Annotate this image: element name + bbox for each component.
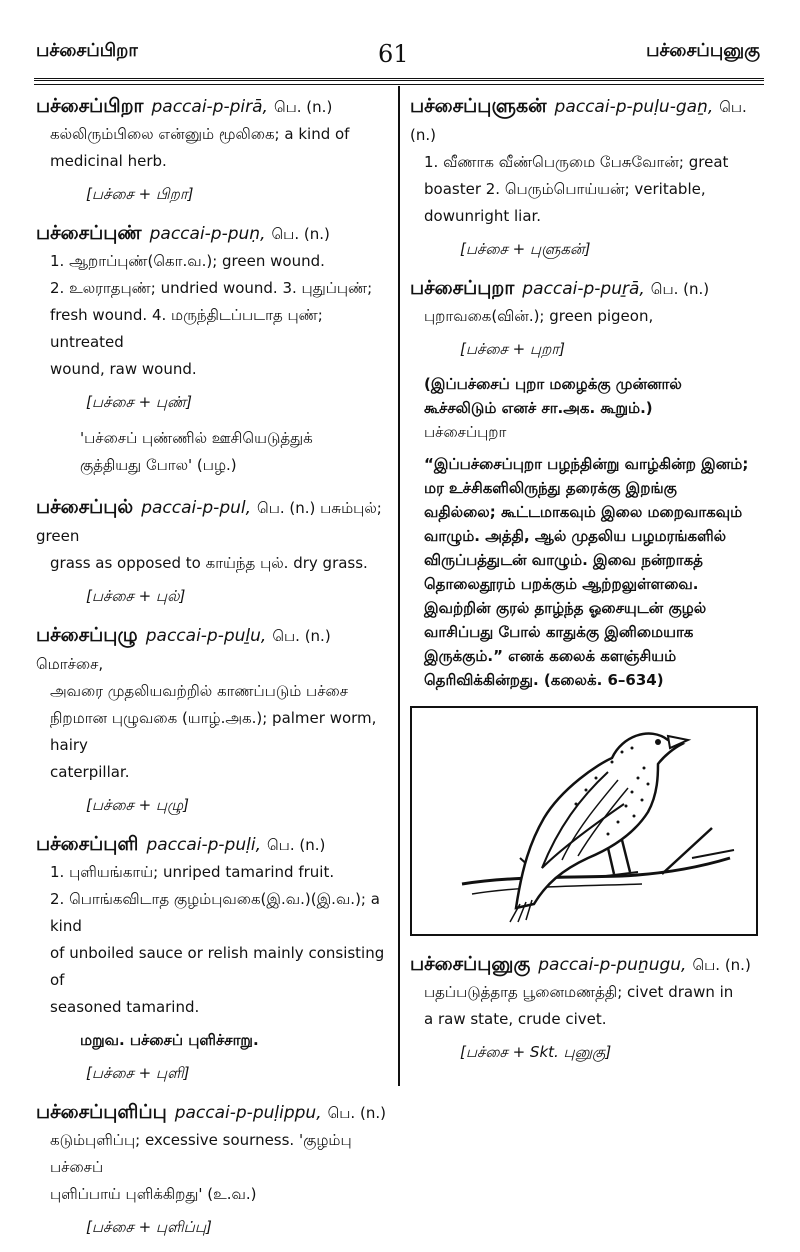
part-of-speech: பெ. (n.): [266, 836, 326, 854]
dictionary-entry: [410, 950, 760, 1063]
definition-line: நிறமான புழுவகை (யாழ்.அக.); palmer worm, hairy: [50, 709, 377, 754]
transliteration: paccai-p-puḻu,: [145, 626, 267, 646]
part-of-speech: பெ. (n.): [410, 98, 747, 144]
headword: பச்சைப்புழு: [36, 624, 138, 646]
transliteration: paccai-p-pirā,: [151, 97, 268, 117]
definition-line: fresh wound. 4. மருந்திடப்படாத புண்; untreated: [50, 306, 323, 351]
part-of-speech: பெ. (n.): [271, 225, 330, 243]
header-rule: [34, 78, 764, 85]
definition-line: caterpillar.: [50, 763, 130, 781]
definition-line: புறாவகை(வின்.); green pigeon,: [424, 307, 654, 325]
encyclopedia-quote: இவற்றின் குரல் தாழ்ந்த ஓசையுடன் குழல்: [424, 599, 707, 617]
etymology: [பச்சை + Skt. புனுகு]: [460, 1043, 612, 1061]
encyclopedia-quote: “இப்பச்சைப்புறா பழந்தின்று வாழ்கின்ற இனம்;: [424, 455, 749, 473]
header-last-word: பச்சைப்புனுகு: [646, 40, 760, 61]
dictionary-entry: [36, 219, 386, 479]
dictionary-entry: [36, 493, 386, 607]
encyclopedia-quote: இருக்கும்.” எனக் கலைக் களஞ்சியம்: [424, 647, 677, 665]
part-of-speech: பெ. (n.): [327, 1104, 386, 1122]
dictionary-entry: [36, 1098, 386, 1238]
headword: பச்சைப்புண்: [36, 222, 142, 244]
definition-line: 2. பொங்கவிடாத குழம்புவகை(இ.வ.)(இ.வ.); a kind: [50, 890, 380, 935]
headword: பச்சைப்புல்: [36, 496, 134, 518]
definition-line: dowunright liar.: [424, 207, 542, 225]
definition-line: grass as opposed to காய்ந்த புல். dry grass.: [50, 554, 368, 572]
transliteration: paccai-p-puḷippu,: [174, 1103, 322, 1123]
note-line: கூச்சலிடும் எனச் சா.அக. கூறும்.): [424, 399, 653, 417]
synonym-note: மறுவ. பச்சைப் புளிச்சாறு.: [80, 1031, 259, 1049]
transliteration: paccai-p-puḷu-gaṉ,: [554, 97, 714, 117]
headword: பச்சைப்புளுகன்: [410, 95, 547, 117]
encyclopedia-quote: விருப்பத்துடன் வாழும். இவை நன்றாகத்: [424, 551, 703, 569]
note-line: பச்சைப்புறா: [424, 423, 507, 441]
etymology: [பச்சை + புளுகன்]: [460, 240, 591, 258]
definition-line: 1. ஆறாப்புண்(கொ.வ.); green wound.: [50, 252, 325, 270]
transliteration: paccai-p-puṟā,: [522, 279, 645, 299]
etymology: [பச்சை + புழு]: [86, 796, 189, 814]
green-pigeon-illustration: [410, 706, 758, 936]
definition-line: கல்லிரும்பிலை என்னும் மூலிகை; a kind of: [50, 125, 350, 143]
definition-line: medicinal herb.: [50, 152, 167, 170]
transliteration: paccai-p-pul,: [141, 498, 252, 518]
transliteration: paccai-p-puṉugu,: [538, 955, 687, 975]
encyclopedia-quote: மர உச்சிகளிலிருந்து தரைக்கு இறங்கு: [424, 479, 677, 497]
part-of-speech: பெ. (n.): [650, 280, 710, 298]
definition-line: seasoned tamarind.: [50, 998, 200, 1016]
dictionary-entry: [36, 621, 386, 816]
etymology: [பச்சை + பிறா]: [86, 185, 194, 203]
etymology: [பச்சை + புளிப்பு]: [86, 1218, 212, 1236]
definition-inline: பெ. (n.) மொச்சை,: [36, 627, 331, 673]
encyclopedia-quote: வாழும். அத்தி, ஆல் முதலிய பழமரங்களில்: [424, 527, 727, 545]
definition-line: பதப்படுத்தாத பூனைமணத்தி; civet drawn in: [424, 983, 734, 1001]
note-line: (இப்பச்சைப் புறா மழைக்கு முன்னால்: [424, 375, 682, 393]
definition-line: புளிப்பாய் புளிக்கிறது' (உ.வ.): [50, 1185, 257, 1203]
headword: பச்சைப்புறா: [410, 277, 515, 299]
pigeon-drawing: [412, 708, 756, 934]
headword: பச்சைப்புனுகு: [410, 953, 531, 975]
encyclopedia-quote: தெரிவிக்கின்றது. (கலைக். 6–634): [424, 671, 664, 689]
encyclopedia-quote: வாசிப்பது போல் காதுக்கு இனிமையாக: [424, 623, 694, 641]
column-divider: [398, 86, 400, 1086]
headword: பச்சைப்புளி: [36, 833, 139, 855]
definition-line: boaster 2. பெரும்பொய்யன்; veritable,: [424, 180, 706, 198]
definition-line: wound, raw wound.: [50, 360, 197, 378]
left-column: [36, 92, 386, 1252]
proverb-quote: 'பச்சைப் புண்ணில் ஊசியெடுத்துக்: [80, 429, 313, 447]
part-of-speech: பெ. (n.): [273, 98, 333, 116]
etymology: [பச்சை + புண்]: [86, 393, 193, 411]
right-column: [410, 92, 760, 1077]
transliteration: paccai-p-puṇ,: [149, 224, 266, 244]
headword: பச்சைப்பிறா: [36, 95, 144, 117]
etymology: [பச்சை + புல்]: [86, 587, 186, 605]
encyclopedia-quote: தொலைதூரம் பறக்கும் ஆற்றலுள்ளவை.: [424, 575, 699, 593]
header-first-word: பச்சைப்பிறா: [36, 40, 138, 61]
etymology: [பச்சை + புளி]: [86, 1064, 190, 1082]
definition-line: 2. உலராதபுண்; undried wound. 3. புதுப்புண்;: [50, 279, 373, 297]
etymology: [பச்சை + புறா]: [460, 340, 565, 358]
page-number: 61: [378, 40, 409, 68]
definition-line: 1. புளியங்காய்; unriped tamarind fruit.: [50, 863, 335, 881]
definition-line: 1. வீணாக வீண்பெருமை பேசுவோன்; great: [424, 153, 729, 171]
dictionary-entry: [36, 92, 386, 205]
definition-line: a raw state, crude civet.: [424, 1010, 607, 1028]
encyclopedia-quote: வதில்லை; கூட்டமாகவும் இலை மறைவாகவும்: [424, 503, 743, 521]
definition-line: கடும்புளிப்பு; excessive sourness. 'குழம்பு பச்சைப்: [50, 1131, 352, 1176]
part-of-speech: பெ. (n.): [692, 956, 751, 974]
dictionary-entry: [36, 830, 386, 1084]
page-header: [0, 0, 800, 76]
transliteration: paccai-p-puḷi,: [146, 835, 261, 855]
dictionary-entry: [410, 274, 760, 936]
definition-line: of unboiled sauce or relish mainly consisting of: [50, 944, 385, 989]
definition-inline: பெ. (n.) பசும்புல்; green: [36, 499, 382, 545]
proverb-quote: குத்தியது போல' (பழ.): [80, 456, 237, 474]
dictionary-entry: [410, 92, 760, 260]
headword: பச்சைப்புளிப்பு: [36, 1101, 167, 1123]
definition-line: அவரை முதலியவற்றில் காணப்படும் பச்சை: [50, 682, 349, 700]
